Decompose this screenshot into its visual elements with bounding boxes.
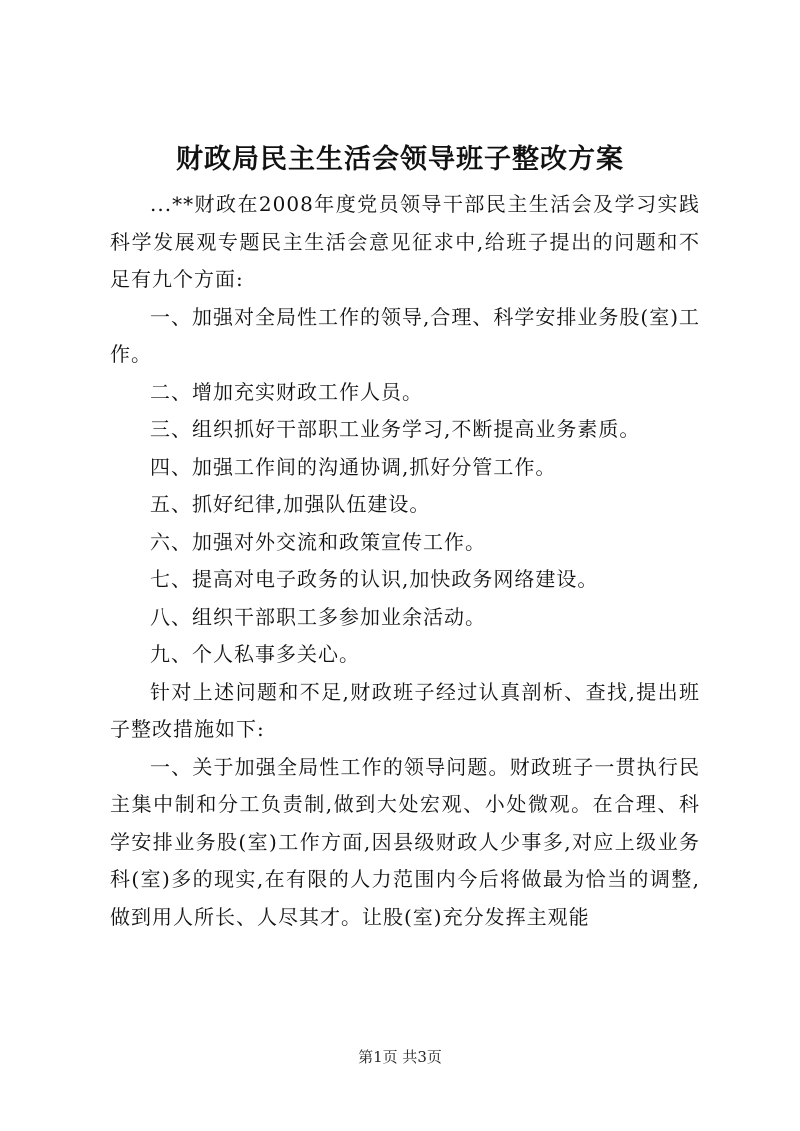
issue-item-5: 五、抓好纪律,加强队伍建设。 [150,492,431,516]
measure-item-1: 一、关于加强全局性工作的领导问题。财政班子一贯执行民主集中制和分工负责制,做到大处宏观、小处微观。在合理、科学安排业务股(室)工作方面,因县级财政人少事多,对应上级业务科(室)多的现实,在有限的人力范围内今后将做最为恰当的调整,做到用人所长、人尽其才。让股(室)充分发挥主观能 [110,754,700,929]
issue-item-9: 九、个人私事多关心。 [150,642,360,666]
page-number: 第1页 共3页 [358,1048,442,1066]
issue-item-8: 八、组织干部职工多参加业余活动。 [150,604,486,629]
paragraph-intro: ...**财政在2008年度党员领导干部民主生活会及学习实践科学发展观专题民主生活会意见征求中,给班子提出的问题和不足有九个方面: [110,192,700,291]
document-title: 财政局民主生活会领导班子整改方案 [176,144,624,175]
issue-item-3: 三、组织抓好干部职工业务学习,不断提高业务素质。 [150,417,641,441]
issue-item-2: 二、增加充实财政工作人员。 [150,379,423,404]
measures-intro: 针对上述问题和不足,财政班子经过认真剖析、查找,提出班子整改措施如下: [110,679,700,741]
issue-item-7: 七、提高对电子政务的认识,加快政务网络建设。 [150,567,599,591]
issue-item-1: 一、加强对全局性工作的领导,合理、科学安排业务股(室)工作。 [110,304,700,366]
document-body [110,186,700,936]
issue-item-4: 四、加强工作间的沟通协调,抓好分管工作。 [150,454,557,479]
issue-item-6: 六、加强对外交流和政策宣传工作。 [150,529,486,554]
